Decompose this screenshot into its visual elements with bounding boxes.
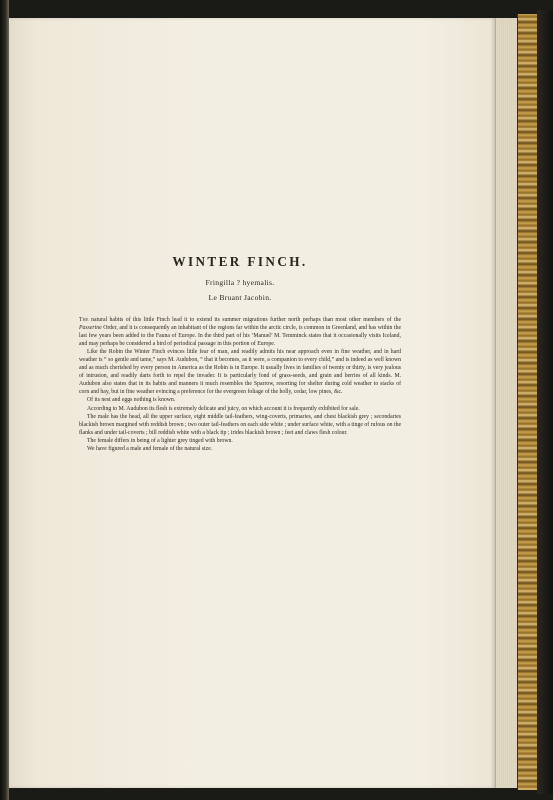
latin-name: Fringilla ? hyemalis. xyxy=(205,278,275,287)
paragraph-1: The natural habits of this little Finch lead it to extend its summer migrations further north perhaps than most other members of the Passerine Order, and it is consequently an inhabitant of the regions far within the arctic circle, is common in Greenland, and has within the last few years been added to the Fauna of Europe. In the third part of his ‘Manuel’ M. Temminck states that it occasionally visits Iceland, and may perhaps be considered a bird of periodical passage in this portion of Europe. xyxy=(79,317,401,348)
description-text xyxy=(79,316,401,453)
italic-term: Passerine xyxy=(79,325,102,332)
french-name: Le Bruant Jacobin. xyxy=(208,293,272,302)
paragraph-5: The male has the head, all the upper surface, eight middle tail-feathers, wing-coverts, primaries, and chest blackish grey ; secondaries blackish brown margined with reddish brown ; two outer tail-feathers on each side white ; under surface white, with a tinge of rufous on the flanks and under tail-coverts ; bill reddish white with a black tip ; irides blackish brown ; feet and claws flesh colour. xyxy=(79,413,401,436)
drop-word: The xyxy=(79,317,89,323)
binding-shadow xyxy=(0,0,9,800)
paragraph-2: Like the Robin the Winter Finch evinces little fear of man, and readily admits his near approach even in fine weather, and in hard weather is “ so gentle and tame,” says M. Audubon, “ that it becomes, as it were, a companion to every child,” and is indeed as well known and as much cherished by every person in America as the Robin is in Europe. It usually lives in families of twenty or thirty, is very jealous of intrusion, and readily darts forth to repel the invader. It is particularly fond of grass-seeds, and grain and berries of all kinds. M. Audubon also states that in its habits and manners it much resembles the Sparrow, resorting for shelter during cold weather to stacks of corn and hay, but in fine weather evincing a preference for the evergreen foliage of the holly, cedar, low pines, &c. xyxy=(79,349,401,396)
cover-edge xyxy=(537,10,553,794)
page-content xyxy=(79,254,401,453)
paragraph-6: The female differs in being of a lighter grey tinged with brown. xyxy=(87,437,233,444)
paragraph-3: Of its nest and eggs nothing is known. xyxy=(87,397,176,404)
paragraph-4: According to M. Audubon its flesh is extremely delicate and juicy, on which account it is frequently exhibited for sale. xyxy=(87,405,360,412)
gilt-fore-edge xyxy=(517,14,539,790)
paragraph-7: We have figured a male and female of the natural size. xyxy=(87,445,213,452)
page-title: WINTER FINCH. xyxy=(172,254,308,269)
page-stack-edge xyxy=(495,18,518,788)
